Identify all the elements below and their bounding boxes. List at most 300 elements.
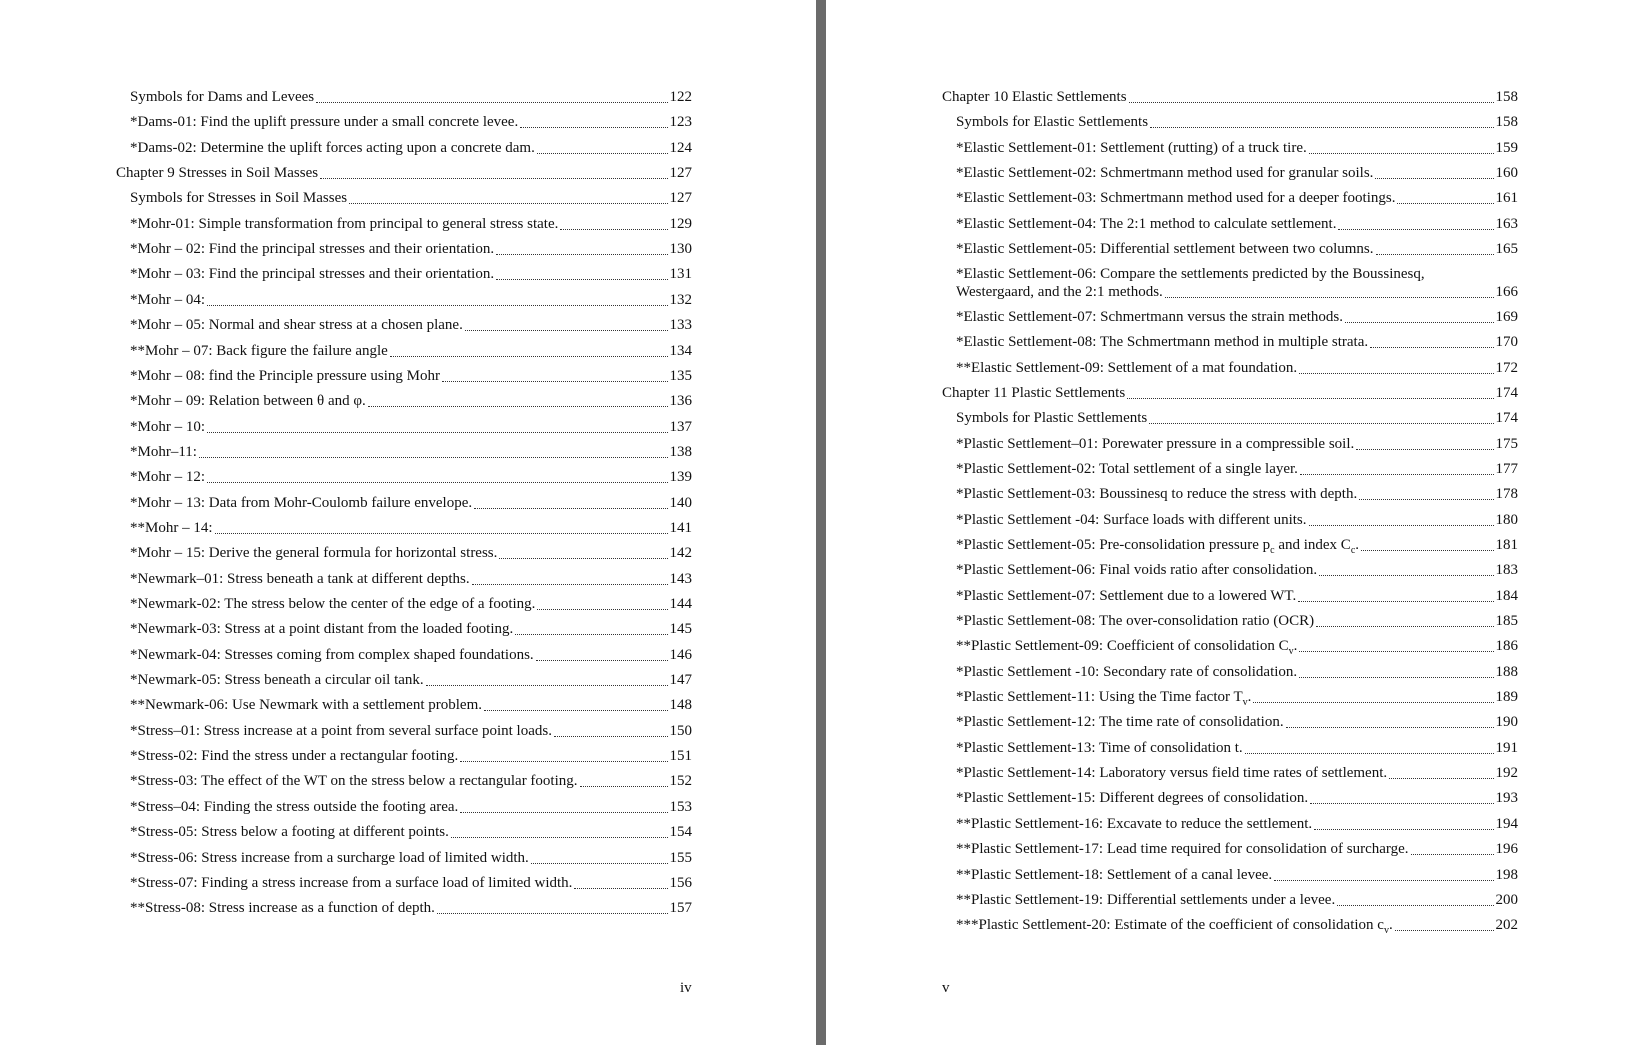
dot-leader bbox=[1274, 870, 1493, 881]
dot-leader bbox=[316, 92, 667, 103]
entry-title-text: *Dams-02: Determine the uplift forces acting upon a concrete dam. bbox=[130, 139, 535, 156]
entry-title bbox=[956, 511, 1307, 529]
dot-leader bbox=[207, 295, 668, 306]
page-number: 124 bbox=[669, 139, 692, 156]
page-number: 151 bbox=[669, 748, 692, 765]
entry-title-text: *Plastic Settlement -04: Surface loads with different units. bbox=[956, 511, 1307, 528]
page-number: 134 bbox=[669, 342, 692, 359]
toc-entry[interactable] bbox=[130, 443, 692, 461]
page-number: 172 bbox=[1495, 359, 1518, 376]
toc-entry[interactable] bbox=[956, 308, 1518, 326]
page-number: 144 bbox=[669, 596, 692, 612]
entry-title-text: *Elastic Settlement-08: The Schmertmann method in multiple strata. bbox=[956, 334, 1369, 351]
entry-title-text: Symbols for Plastic Settlements bbox=[956, 410, 1148, 427]
entry-title bbox=[130, 494, 472, 512]
entry-title: Westergaard, and the 2:1 methods. bbox=[956, 284, 1163, 301]
dot-leader bbox=[465, 320, 668, 331]
dot-leader bbox=[1127, 388, 1493, 399]
toc-entry[interactable] bbox=[956, 435, 1518, 453]
toc-entry[interactable] bbox=[130, 747, 692, 765]
toc-entry[interactable] bbox=[956, 333, 1518, 351]
entry-title bbox=[956, 308, 1343, 326]
toc-entry[interactable] bbox=[956, 359, 1518, 377]
entry-title-text: *Mohr – 13: Data from Mohr-Coulomb failure envelope. bbox=[130, 494, 473, 511]
entry-title-text: *Plastic Settlement-13: Time of consolidation t. bbox=[956, 739, 1243, 756]
entry-title-text: *Mohr–11: bbox=[130, 443, 197, 460]
page-number: 137 bbox=[669, 418, 692, 435]
entry-title bbox=[130, 468, 205, 486]
entry-title bbox=[956, 840, 1409, 858]
toc-entry[interactable] bbox=[130, 544, 692, 562]
entry-title-text: *Stress-07: Finding a stress increase from a surface load of limited width. bbox=[130, 874, 573, 891]
dot-leader bbox=[1411, 844, 1494, 855]
toc-entry[interactable] bbox=[956, 485, 1518, 503]
page-number: 202 bbox=[1495, 917, 1518, 934]
dot-leader bbox=[320, 168, 667, 179]
page-number: 133 bbox=[669, 317, 692, 334]
dot-leader bbox=[460, 802, 667, 813]
entry-title-text: *Mohr – 10: bbox=[130, 418, 205, 435]
entry-title bbox=[956, 561, 1317, 579]
dot-leader bbox=[580, 776, 668, 787]
toc-entry[interactable] bbox=[130, 240, 692, 258]
entry-title bbox=[130, 722, 552, 740]
entry-title bbox=[130, 595, 535, 613]
entry-line bbox=[956, 265, 1518, 283]
dot-leader bbox=[474, 498, 667, 509]
entry-title-text: *Mohr – 05: Normal and shear stress at a chosen plane. bbox=[130, 317, 463, 334]
page-number: 194 bbox=[1495, 815, 1518, 832]
dot-leader bbox=[349, 193, 667, 204]
page-number: 148 bbox=[669, 697, 692, 714]
dot-leader bbox=[574, 878, 667, 889]
entry-title bbox=[956, 891, 1335, 909]
toc-entry[interactable] bbox=[130, 392, 692, 410]
dot-leader bbox=[1253, 692, 1493, 703]
page-number: 184 bbox=[1495, 587, 1518, 604]
dot-leader bbox=[390, 346, 668, 357]
entry-title bbox=[130, 367, 440, 385]
entry-title bbox=[956, 189, 1395, 207]
entry-title bbox=[942, 88, 1127, 106]
dot-leader bbox=[437, 903, 668, 914]
entry-title bbox=[130, 519, 213, 537]
entry-title-text: *Newmark-05: Stress beneath a circular oil tank. bbox=[130, 672, 424, 689]
entry-title bbox=[956, 113, 1148, 131]
entry-title-text: . bbox=[1388, 917, 1393, 934]
entry-title bbox=[130, 874, 572, 892]
entry-title bbox=[956, 587, 1296, 605]
toc-entry[interactable] bbox=[130, 291, 692, 309]
entry-title-text: *Elastic Settlement-02: Schmertmann method used for granular soils. bbox=[956, 165, 1374, 182]
dot-leader bbox=[1319, 565, 1493, 576]
toc-entry[interactable] bbox=[956, 587, 1518, 605]
entry-title-text: *Stress-02: Find the stress under a rectangular footing. bbox=[130, 748, 459, 765]
toc-entry[interactable] bbox=[956, 866, 1518, 884]
entry-title-text: *Plastic Settlement-14: Laboratory versus field time rates of settlement. bbox=[956, 765, 1388, 782]
dot-leader bbox=[451, 827, 668, 838]
page-number: v bbox=[942, 980, 950, 996]
page-number: 178 bbox=[1495, 486, 1518, 503]
toc-entry[interactable] bbox=[130, 316, 692, 334]
toc-entry[interactable] bbox=[942, 88, 1518, 106]
entry-title bbox=[956, 333, 1368, 351]
left-page bbox=[0, 0, 816, 1045]
entry-title-text: *Plastic Settlement -10: Secondary rate of consolidation. bbox=[956, 663, 1298, 680]
page-number: 122 bbox=[669, 89, 692, 105]
dot-leader bbox=[1338, 219, 1493, 230]
toc-entry[interactable] bbox=[956, 113, 1518, 131]
entry-title-text: *Elastic Settlement-04: The 2:1 method to calculate settlement. bbox=[956, 215, 1337, 232]
dot-leader bbox=[536, 650, 668, 661]
page-number: 190 bbox=[1495, 714, 1518, 731]
dot-leader bbox=[1309, 143, 1494, 154]
toc-entry[interactable] bbox=[130, 722, 692, 740]
dot-leader bbox=[520, 117, 667, 128]
entry-title bbox=[956, 164, 1373, 182]
dot-leader bbox=[554, 726, 668, 737]
entry-title bbox=[116, 164, 318, 182]
dot-leader bbox=[531, 853, 668, 864]
subscript: v bbox=[1288, 646, 1294, 658]
toc-entry[interactable] bbox=[956, 511, 1518, 529]
entry-title bbox=[130, 291, 205, 309]
entry-title bbox=[130, 671, 424, 689]
dot-leader bbox=[426, 675, 668, 686]
page-number: 165 bbox=[1495, 241, 1518, 258]
toc-entry[interactable] bbox=[130, 849, 692, 867]
entry-title bbox=[956, 764, 1387, 782]
dot-leader bbox=[207, 422, 668, 433]
entry-title-text: and index C bbox=[1274, 536, 1351, 553]
toc-entry[interactable] bbox=[956, 139, 1518, 157]
toc-entry[interactable] bbox=[956, 189, 1518, 207]
dot-leader bbox=[1300, 464, 1494, 475]
entry-title-text: *Mohr – 03: Find the principal stresses and their orientation. bbox=[130, 266, 495, 283]
entry-title-text: *Mohr – 09: Relation between θ and φ. bbox=[130, 393, 366, 410]
page-number: 132 bbox=[669, 291, 692, 308]
dot-leader bbox=[1370, 337, 1493, 348]
dot-leader bbox=[1314, 819, 1493, 830]
page-number: 129 bbox=[669, 215, 692, 232]
entry-title-text: **Newmark-06: Use Newmark with a settlement problem. bbox=[130, 697, 482, 714]
dot-leader bbox=[537, 599, 667, 610]
dot-leader bbox=[1356, 439, 1493, 450]
entry-title-text: **Plastic Settlement-16: Excavate to reduce the settlement. bbox=[956, 815, 1313, 832]
entry-title-text: . bbox=[1247, 689, 1252, 706]
page-number: 147 bbox=[669, 672, 692, 689]
toc-entry[interactable] bbox=[130, 874, 692, 892]
dot-leader bbox=[1310, 793, 1493, 804]
page-number: 174 bbox=[1495, 384, 1518, 401]
entry-title-text: . bbox=[1355, 536, 1360, 553]
toc-entry[interactable] bbox=[956, 840, 1518, 858]
toc-entry[interactable] bbox=[130, 899, 692, 917]
dot-leader bbox=[1361, 540, 1493, 551]
dot-leader bbox=[1150, 117, 1493, 128]
entry-title-text: *Newmark-04: Stresses coming from complex shaped foundations. bbox=[130, 646, 534, 663]
entry-title bbox=[130, 696, 482, 714]
entry-title-text: *Mohr – 08: find the Principle pressure using Mohr bbox=[130, 367, 440, 384]
toc-entry[interactable] bbox=[956, 612, 1518, 630]
toc-entry[interactable] bbox=[130, 189, 692, 207]
entry-title-text: *Mohr – 04: bbox=[130, 291, 205, 308]
page-number: 139 bbox=[669, 469, 692, 486]
subscript: c bbox=[1350, 544, 1356, 556]
page-number: 145 bbox=[669, 621, 692, 638]
dot-leader bbox=[1389, 768, 1493, 779]
toc-entry[interactable] bbox=[956, 739, 1518, 757]
page-number: 169 bbox=[1495, 308, 1518, 325]
dot-leader bbox=[199, 447, 668, 458]
entry-title-text: *Plastic Settlement-12: The time rate of consolidation. bbox=[956, 714, 1284, 731]
page-number: 146 bbox=[669, 646, 692, 663]
page-number: 191 bbox=[1495, 739, 1518, 756]
dot-leader bbox=[515, 624, 667, 635]
page-number: 135 bbox=[669, 367, 692, 384]
toc-entry[interactable] bbox=[130, 671, 692, 689]
toc-entry[interactable] bbox=[956, 891, 1518, 909]
dot-leader bbox=[1316, 616, 1493, 627]
entry-title-text: **Mohr – 14: bbox=[130, 519, 213, 536]
entry-title-text: *Newmark-02: The stress below the center of the edge of a footing. bbox=[130, 596, 536, 612]
entry-title-text: *Mohr-01: Simple transformation from principal to general stress state. bbox=[130, 215, 559, 232]
subscript: v bbox=[1242, 697, 1248, 709]
entry-title bbox=[130, 823, 449, 841]
dot-leader bbox=[1165, 287, 1494, 298]
toc-entry[interactable] bbox=[956, 637, 1518, 658]
page-number: 185 bbox=[1495, 613, 1518, 629]
toc-entry[interactable] bbox=[942, 384, 1518, 402]
dot-leader bbox=[215, 523, 668, 534]
toc-entry[interactable] bbox=[130, 139, 692, 157]
dot-leader bbox=[1397, 193, 1493, 204]
toc-entry[interactable] bbox=[130, 468, 692, 486]
toc-entry[interactable] bbox=[956, 789, 1518, 807]
entry-title bbox=[956, 485, 1357, 503]
entry-title-text: *Plastic Settlement-08: The over-consolidation ratio (OCR) bbox=[956, 613, 1315, 629]
entry-title bbox=[956, 215, 1336, 233]
entry-title bbox=[130, 240, 494, 258]
toc-entry[interactable] bbox=[130, 265, 692, 283]
toc-entry[interactable] bbox=[130, 620, 692, 638]
entry-title bbox=[130, 443, 197, 461]
entry-title-text: *Plastic Settlement-06: Final voids ratio after consolidation. bbox=[956, 562, 1318, 579]
dot-leader bbox=[1337, 895, 1493, 906]
entry-title-text: **Plastic Settlement-18: Settlement of a canal levee. bbox=[956, 866, 1273, 883]
entry-title-text: . bbox=[1293, 638, 1298, 655]
entry-title bbox=[130, 342, 388, 360]
entry-title bbox=[956, 739, 1243, 757]
dot-leader bbox=[442, 371, 668, 382]
entry-title bbox=[130, 646, 534, 664]
dot-leader bbox=[1395, 920, 1494, 931]
entry-title-text: **Elastic Settlement-09: Settlement of a mat foundation. bbox=[956, 359, 1298, 376]
page-number: 200 bbox=[1495, 891, 1518, 908]
page-number: 177 bbox=[1495, 460, 1518, 477]
page-number: 130 bbox=[669, 241, 692, 258]
toc-entry[interactable] bbox=[956, 663, 1518, 681]
page-number: 180 bbox=[1495, 511, 1518, 528]
entry-title-text: **Stress-08: Stress increase as a function of depth. bbox=[130, 900, 435, 917]
page-number: 189 bbox=[1495, 689, 1518, 706]
entry-title-text: *Stress-03: The effect of the WT on the stress below a rectangular footing. bbox=[130, 773, 578, 790]
toc-entry[interactable] bbox=[130, 113, 692, 131]
page-number: 152 bbox=[669, 773, 692, 790]
page-number: 193 bbox=[1495, 790, 1518, 807]
entry-title-text: *Newmark-03: Stress at a point distant from the loaded footing. bbox=[130, 621, 514, 638]
entry-title bbox=[130, 798, 458, 816]
entry-title-text: **Plastic Settlement-17: Lead time required for consolidation of surcharge. bbox=[956, 841, 1409, 858]
entry-title-text: **Plastic Settlement-19: Differential settlements under a levee. bbox=[956, 891, 1336, 908]
entry-title-text: *Stress-05: Stress below a footing at different points. bbox=[130, 824, 449, 841]
entry-title bbox=[956, 637, 1298, 658]
page-number: 155 bbox=[669, 849, 692, 866]
entry-title bbox=[942, 384, 1125, 402]
toc-entry[interactable] bbox=[956, 815, 1518, 833]
page-number: 141 bbox=[669, 519, 692, 536]
dot-leader bbox=[1299, 641, 1493, 652]
dot-leader bbox=[560, 219, 667, 230]
entry-title-text: Symbols for Dams and Levees bbox=[130, 89, 315, 105]
entry-title bbox=[130, 392, 366, 410]
page-number: 166 bbox=[1495, 284, 1518, 301]
entry-title bbox=[956, 240, 1374, 258]
page-number: 156 bbox=[669, 874, 692, 891]
entry-title bbox=[956, 866, 1272, 884]
dot-leader bbox=[1245, 743, 1494, 754]
page-number: 159 bbox=[1495, 139, 1518, 156]
toc-entry[interactable] bbox=[130, 367, 692, 385]
page-number: 140 bbox=[669, 494, 692, 511]
entry-title-text: *Stress–01: Stress increase at a point from several surface point loads. bbox=[130, 722, 552, 739]
toc-entry[interactable] bbox=[956, 764, 1518, 782]
entry-title bbox=[130, 215, 558, 233]
page-number: 186 bbox=[1495, 638, 1518, 655]
toc-entry[interactable] bbox=[956, 713, 1518, 731]
entry-title bbox=[130, 189, 347, 207]
page-number: 127 bbox=[669, 165, 692, 182]
toc-entry[interactable] bbox=[956, 215, 1518, 233]
dot-leader bbox=[460, 751, 667, 762]
dot-leader bbox=[472, 574, 668, 585]
page-number: 174 bbox=[1495, 410, 1518, 427]
page-divider bbox=[816, 0, 826, 1045]
entry-title bbox=[956, 139, 1307, 157]
entry-title-text: Chapter 10 Elastic Settlements bbox=[942, 89, 1127, 105]
toc-entry[interactable] bbox=[956, 240, 1518, 258]
page-number: 142 bbox=[669, 545, 692, 562]
page-number: 158 bbox=[1495, 114, 1518, 131]
page-number: 157 bbox=[669, 900, 692, 917]
entry-title-text: *Elastic Settlement-03: Schmertmann method used for a deeper footings. bbox=[956, 190, 1396, 207]
toc-entry[interactable] bbox=[956, 536, 1518, 554]
page-number: 136 bbox=[669, 393, 692, 410]
entry-title-text: *Newmark–01: Stress beneath a tank at different depths. bbox=[130, 570, 470, 587]
toc-entry[interactable] bbox=[130, 215, 692, 233]
toc-entry[interactable] bbox=[130, 494, 692, 512]
entry-title-text: *Elastic Settlement-07: Schmertmann versus the strain methods. bbox=[956, 308, 1344, 325]
toc-entry[interactable] bbox=[130, 772, 692, 790]
toc-entry[interactable] bbox=[130, 570, 692, 588]
toc-entry[interactable] bbox=[130, 696, 692, 714]
entry-title bbox=[956, 688, 1252, 709]
toc-entry[interactable] bbox=[130, 646, 692, 664]
entry-title bbox=[130, 88, 314, 106]
toc-entry[interactable] bbox=[956, 688, 1518, 709]
toc-entry[interactable] bbox=[956, 409, 1518, 427]
subscript: c bbox=[1270, 544, 1275, 556]
entry-title-text: *Plastic Settlement–01: Porewater pressure in a compressible soil. bbox=[956, 435, 1355, 452]
entry-title-text: **Mohr – 07: Back figure the failure angle bbox=[130, 342, 388, 359]
dot-leader bbox=[207, 472, 668, 483]
page-number: 160 bbox=[1495, 165, 1518, 182]
dot-leader bbox=[1299, 667, 1493, 678]
entry-title bbox=[956, 916, 1393, 937]
toc-entry[interactable] bbox=[116, 164, 692, 182]
entry-title bbox=[956, 815, 1312, 833]
entry-title-text: *Mohr – 02: Find the principal stresses and their orientation. bbox=[130, 241, 495, 258]
page-number: 150 bbox=[669, 722, 692, 739]
toc-entry[interactable] bbox=[130, 798, 692, 816]
page-number: 127 bbox=[669, 190, 692, 207]
toc-entry[interactable] bbox=[130, 519, 692, 537]
toc-entry[interactable] bbox=[956, 460, 1518, 478]
toc-entry[interactable] bbox=[956, 561, 1518, 579]
page-number: 192 bbox=[1495, 765, 1518, 782]
entry-title bbox=[130, 747, 458, 765]
page-number: iv bbox=[680, 980, 692, 996]
entry-title bbox=[130, 899, 435, 917]
entry-title bbox=[130, 849, 529, 867]
page-number: 170 bbox=[1495, 334, 1518, 351]
entry-title-text: *Mohr – 12: bbox=[130, 469, 205, 486]
entry-title: *Elastic Settlement-06: Compare the settlements predicted by the Boussinesq, bbox=[956, 266, 1425, 283]
dot-leader bbox=[1375, 168, 1493, 179]
subscript: v bbox=[1383, 925, 1389, 937]
dot-leader bbox=[1309, 515, 1494, 526]
entry-title-text: Symbols for Stresses in Soil Masses bbox=[130, 190, 348, 207]
entry-title-text: *Plastic Settlement-15: Different degrees of consolidation. bbox=[956, 790, 1309, 807]
dot-leader bbox=[1299, 363, 1493, 374]
toc-entry[interactable] bbox=[130, 88, 692, 106]
entry-title bbox=[130, 620, 513, 638]
entry-title bbox=[956, 713, 1284, 731]
toc-entry[interactable] bbox=[130, 595, 692, 613]
page-number: 198 bbox=[1495, 866, 1518, 883]
entry-title bbox=[956, 460, 1298, 478]
page-number: 143 bbox=[669, 570, 692, 587]
toc-entry[interactable] bbox=[130, 418, 692, 436]
entry-title-text: Symbols for Elastic Settlements bbox=[956, 114, 1149, 131]
toc-entry[interactable] bbox=[956, 164, 1518, 182]
dot-leader bbox=[1345, 312, 1493, 323]
entry-title-text: *Plastic Settlement-03: Boussinesq to reduce the stress with depth. bbox=[956, 486, 1358, 503]
entry-title-text: *Mohr – 15: Derive the general formula for horizontal stress. bbox=[130, 545, 498, 562]
page-number: 188 bbox=[1495, 663, 1518, 680]
toc-entry[interactable] bbox=[130, 823, 692, 841]
dot-leader bbox=[1129, 92, 1494, 103]
page-number: 175 bbox=[1495, 435, 1518, 452]
page-number: 158 bbox=[1495, 89, 1518, 105]
entry-title-text: *Stress–04: Finding the stress outside the footing area. bbox=[130, 798, 459, 815]
dot-leader bbox=[1286, 717, 1494, 728]
toc-entry[interactable] bbox=[956, 265, 1518, 301]
page-number: 196 bbox=[1495, 841, 1518, 858]
toc-entry[interactable] bbox=[956, 916, 1518, 937]
dot-leader bbox=[368, 396, 668, 407]
toc-entry[interactable] bbox=[130, 342, 692, 360]
